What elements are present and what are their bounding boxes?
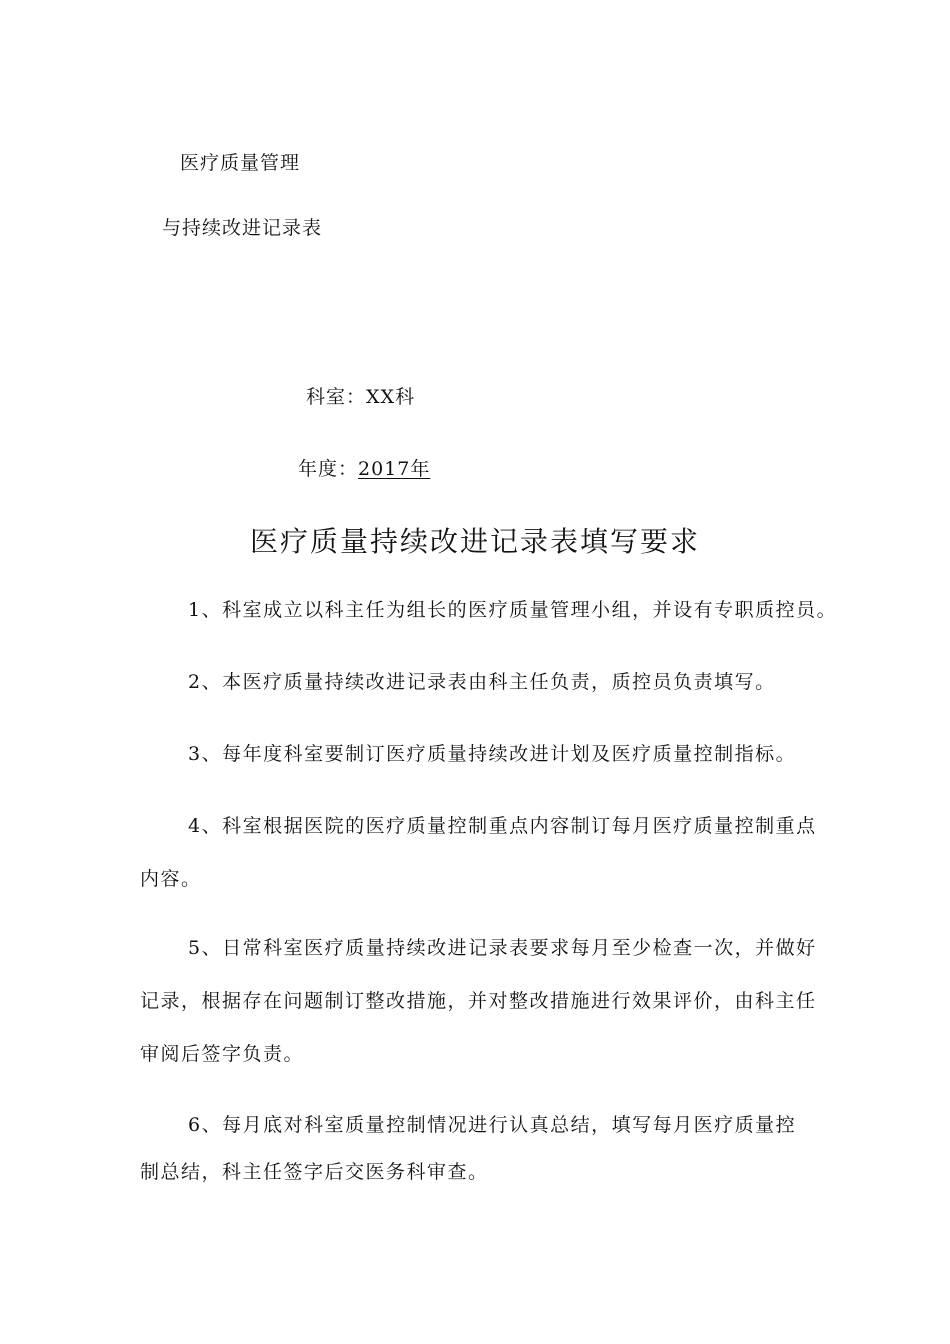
department-label: 科室： [306,386,367,408]
requirement-line: 6、每月底对科室质量控制情况进行认真总结，填写每月医疗质量控 [188,1114,797,1136]
requirement-line: 2、本医疗质量持续改进记录表由科主任负责，质控员负责填写。 [188,671,776,693]
requirement-line: 3、每年度科室要制订医疗质量持续改进计划及医疗质量控制指标。 [188,743,797,765]
year-field [298,454,430,481]
requirement-item-1 [188,590,837,630]
cover-title-line-1: 医疗质量管理 [180,152,301,174]
year-label: 年度： [298,458,359,480]
requirement-line: 制总结，科主任签字后交医务科审查。 [140,1161,489,1183]
requirements-title: 医疗质量持续改进记录表填写要求 [249,525,700,558]
requirement-line: 4、科室根据医院的医疗质量控制重点内容制订每月医疗质量控制重点 [188,815,817,837]
requirement-line: 审阅后签字负责。 [140,1043,305,1065]
requirement-line: 记录，根据存在问题制订整改措施，并对整改措施进行效果评价，由科主任 [140,990,817,1012]
requirement-line: 1、科室成立以科主任为组长的医疗质量管理小组，并设有专职质控员。 [188,599,838,621]
requirement-line: 5、日常科室医疗质量持续改进记录表要求每月至少检查一次，并做好 [188,937,817,959]
requirement-item-6 [140,1105,796,1192]
requirement-item-2 [188,662,776,702]
department-field [306,382,415,409]
requirement-item-4 [140,806,817,899]
requirement-item-3 [188,734,796,774]
requirement-line: 内容。 [140,868,202,890]
cover-title-line-2: 与持续改进记录表 [162,217,323,239]
department-value: XX科 [366,386,416,408]
requirement-item-5 [140,928,817,1074]
year-value: 2017年 [358,458,431,480]
